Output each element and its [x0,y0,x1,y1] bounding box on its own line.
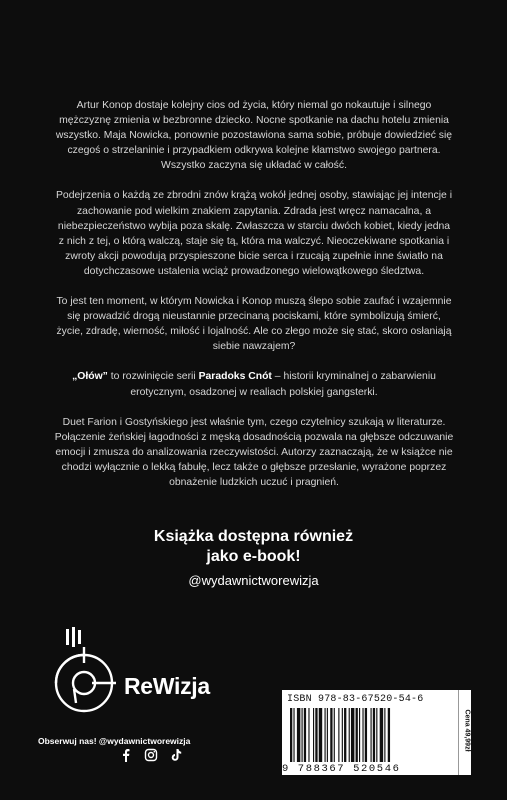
price-label: Cena 49,99zł [463,709,471,752]
barcode [290,708,450,762]
barcode-bar [302,708,303,762]
follow-us-text: Obserwuj nas! @wydawnictworewizja [38,736,191,746]
barcode-bar [351,708,354,762]
barcode-digits: 9 788367 520546 [282,763,401,775]
barcode-bar [338,708,339,762]
blurb-paragraph-4: „Ołów” to rozwinięcie serii Paradoks Cnót – historii kryminalnej o zabarwieniu erotycznym, osadzonej w realiach polskiej gangsterki. [72,371,436,398]
barcode-bar [365,708,367,762]
barcode-bar [330,708,332,762]
barcode-bar [334,708,335,762]
social-links [119,748,183,762]
barcode-bar [304,708,306,762]
barcode-bar [373,708,375,762]
barcode-bar [308,708,309,762]
instagram-icon[interactable] [144,748,158,762]
blurb-paragraph-5: Duet Farion i Gostyńskiego jest właśnie tym, czego czytelnicy szukają w literaturze. Połączenie żeńskiej łagodności z męską dosadnością pozwala na głębsze odczuwanie emocji i zmusza do analizowania rzeczywistości. Autorzy zaznaczają, że w książce nie chodzi wyłącznie o lekką fabułę, lecz także o głębsze przesłanie, wyrażone poprzez obnażenie ludzkich uczuć i pragnień. [54,416,454,488]
rewizja-logo-icon [46,627,246,717]
barcode-bar [356,708,358,762]
tiktok-icon[interactable] [169,748,183,762]
barcode-bar [293,708,294,762]
blurb-paragraph-2: Podejrzenia o każdą ze zbrodni znów krążą wokół jednej osoby, stawiając jej intencje i zachowanie pod wielkim znakiem zapytania. Zdrada jest wręcz namacalna, a niebezpieczeństwo wybija poza skalę. Zwłaszcza w starciu dwóch kobiet, kiedy jedna z nich z tej, o którą walczą, staje się tą, która ma walczyć. Nieoczekiwane spotkania i zwroty akcji powodują przyspieszone bicie serca i rzucają zupełnie inne światło na dotychczasowe ustalenia wciąż prowadzonego wielowątkowego śledztwa. [55,190,453,277]
barcode-bar [342,708,343,762]
barcode-bar [371,708,372,762]
barcode-bar [315,708,317,762]
blurb-paragraph-3: To jest ten moment, w którym Nowicka i Konop muszą ślepo sobie zaufać i wzajemnie się prowadzić drogą nieustannie przecinaną pociskami, które symbolizują śmierć, życie, zdradę, wierność, miłość i lojalność. Ale co złego może się stać, skoro osłaniają siebie nawzajem? [56,296,452,353]
barcode-bar [359,708,360,762]
barcode-bar [319,708,322,762]
barcode-bar [349,708,350,762]
barcode-bar [344,708,346,762]
publisher-name: ReWizja [124,673,210,699]
barcode-bar [325,708,326,762]
back-cover-blurb [54,98,454,505]
barcode-bar [362,708,363,762]
barcode-bar [388,708,390,762]
series-name: Paradoks Cnót [198,371,272,383]
barcode-bar [376,708,377,762]
blurb-paragraph-1: Artur Konop dostaje kolejny cios od życia, który niemal go nokautuje i silnego mężczyznę zmienia w bezbronne dziecko. Nocne spotkanie na dachu hotelu zmienia wszystko. Maja Nowicka, ponownie pozostawiona sama sobie, próbuje dowiedzieć się czegoś o strzelaninie i przypadkiem odkrywa kolejne kłamstwo swojego partnera. Wszystko zaczyna się układać w całość. [55,100,453,172]
facebook-icon[interactable] [119,748,133,762]
book-title: „Ołów” [72,371,108,383]
barcode-bar [297,708,300,762]
barcode-bar [313,708,314,762]
barcode-bar [327,708,328,762]
barcode-bar [384,708,385,762]
isbn-text: ISBN 978-83-67520-54-6 [287,694,424,705]
barcode-bar [380,708,383,762]
social-handle: @wydawnictworewizja [188,573,319,588]
barcode-bar [290,708,292,762]
ebook-notice: Książka dostępna również jako e-book! [153,528,354,565]
